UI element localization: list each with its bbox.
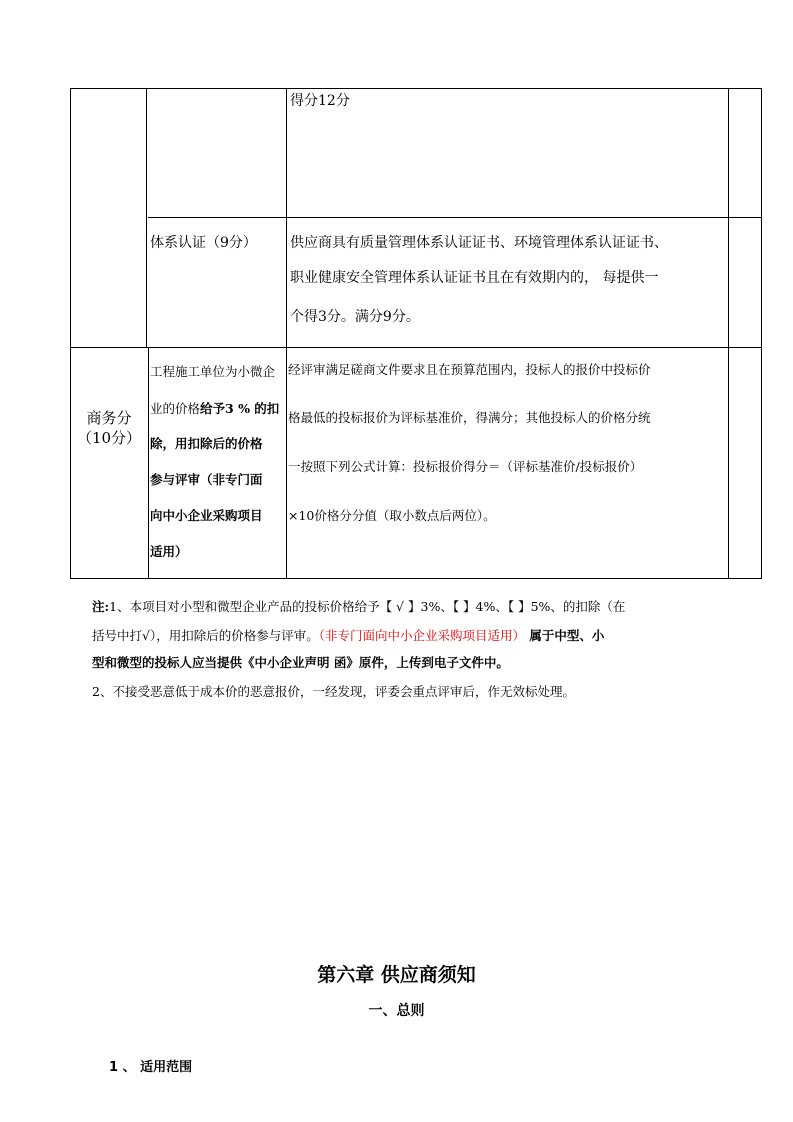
row3-category: 商务分 bbox=[86, 409, 132, 427]
col-divider-category-upper bbox=[146, 88, 147, 347]
row3-content-line: 一按照下列公式计算：投标报价得分＝（评标基准价/投标报价） bbox=[288, 459, 643, 474]
row3-item-line: 适用） bbox=[150, 544, 188, 559]
row3-category-score: （10分） bbox=[76, 429, 142, 447]
col-divider-content bbox=[728, 89, 729, 578]
scoring-table bbox=[70, 88, 762, 579]
row3-item-bold: 给予3 % 的扣 bbox=[200, 401, 280, 416]
note-text: 括号中打√），用扣除后的价格参与评审。 bbox=[92, 628, 319, 643]
col-divider-category bbox=[148, 347, 149, 578]
row1-content: 得分12分 bbox=[290, 93, 350, 109]
section-title: 一、总则 bbox=[368, 1003, 425, 1019]
note-label: 注: bbox=[92, 599, 110, 614]
note-line-2 bbox=[92, 628, 604, 644]
row2-content-line: 职业健康安全管理体系认证证书且在有效期内的， 每提供一 bbox=[290, 270, 659, 286]
row3-item-line: 参与评审（非专门面 bbox=[150, 472, 263, 487]
note-text: 1、本项目对小型和微型企业产品的投标价格给予【 √ 】3%、【 】4%、【 】5%、的扣除（在 bbox=[109, 599, 626, 614]
row2-content-line: 个得3分。满分9分。 bbox=[290, 309, 420, 325]
row-divider-2 bbox=[71, 347, 761, 348]
note-line-4: 2、不接受恶意低于成本价的恶意报价，一经发现，评委会重点评审后，作无效标处理。 bbox=[92, 684, 575, 699]
row-divider-1 bbox=[148, 217, 761, 218]
row3-item-line bbox=[150, 401, 279, 417]
note-line-1 bbox=[92, 599, 625, 615]
row3-item-text: 业的价格 bbox=[150, 401, 201, 416]
note-bold-text: 属于中型、小 bbox=[524, 628, 605, 643]
note-red-text: （非专门面向中小企业采购项目适用） bbox=[318, 628, 525, 643]
row3-item-line: 工程施工单位为小微企 bbox=[150, 364, 276, 379]
row3-item-line: 向中小企业采购项目 bbox=[150, 508, 263, 523]
row3-content-line: 经评审满足磋商文件要求且在预算范围内，投标人的报价中投标价 bbox=[288, 362, 651, 377]
item-heading: 1 、 适用范围 bbox=[109, 1060, 193, 1075]
row3-content-line: 格最低的投标报价为评标基准价，得满分；其他投标人的价格分统 bbox=[288, 410, 651, 425]
row2-content-line: 供应商具有质量管理体系认证证书、环境管理体系认证证书、 bbox=[290, 235, 668, 251]
note-line-3: 型和微型的投标人应当提供《中小企业声明 函》原件，上传到电子文件中。 bbox=[92, 655, 509, 670]
chapter-title: 第六章 供应商须知 bbox=[317, 964, 476, 986]
row2-item-label: 体系认证（9分） bbox=[150, 235, 257, 251]
row3-content-line: ×10价格分分值（取小数点后两位）。 bbox=[288, 508, 496, 523]
col-divider-item bbox=[286, 89, 287, 578]
row3-item-line: 除，用扣除后的价格 bbox=[150, 436, 263, 451]
